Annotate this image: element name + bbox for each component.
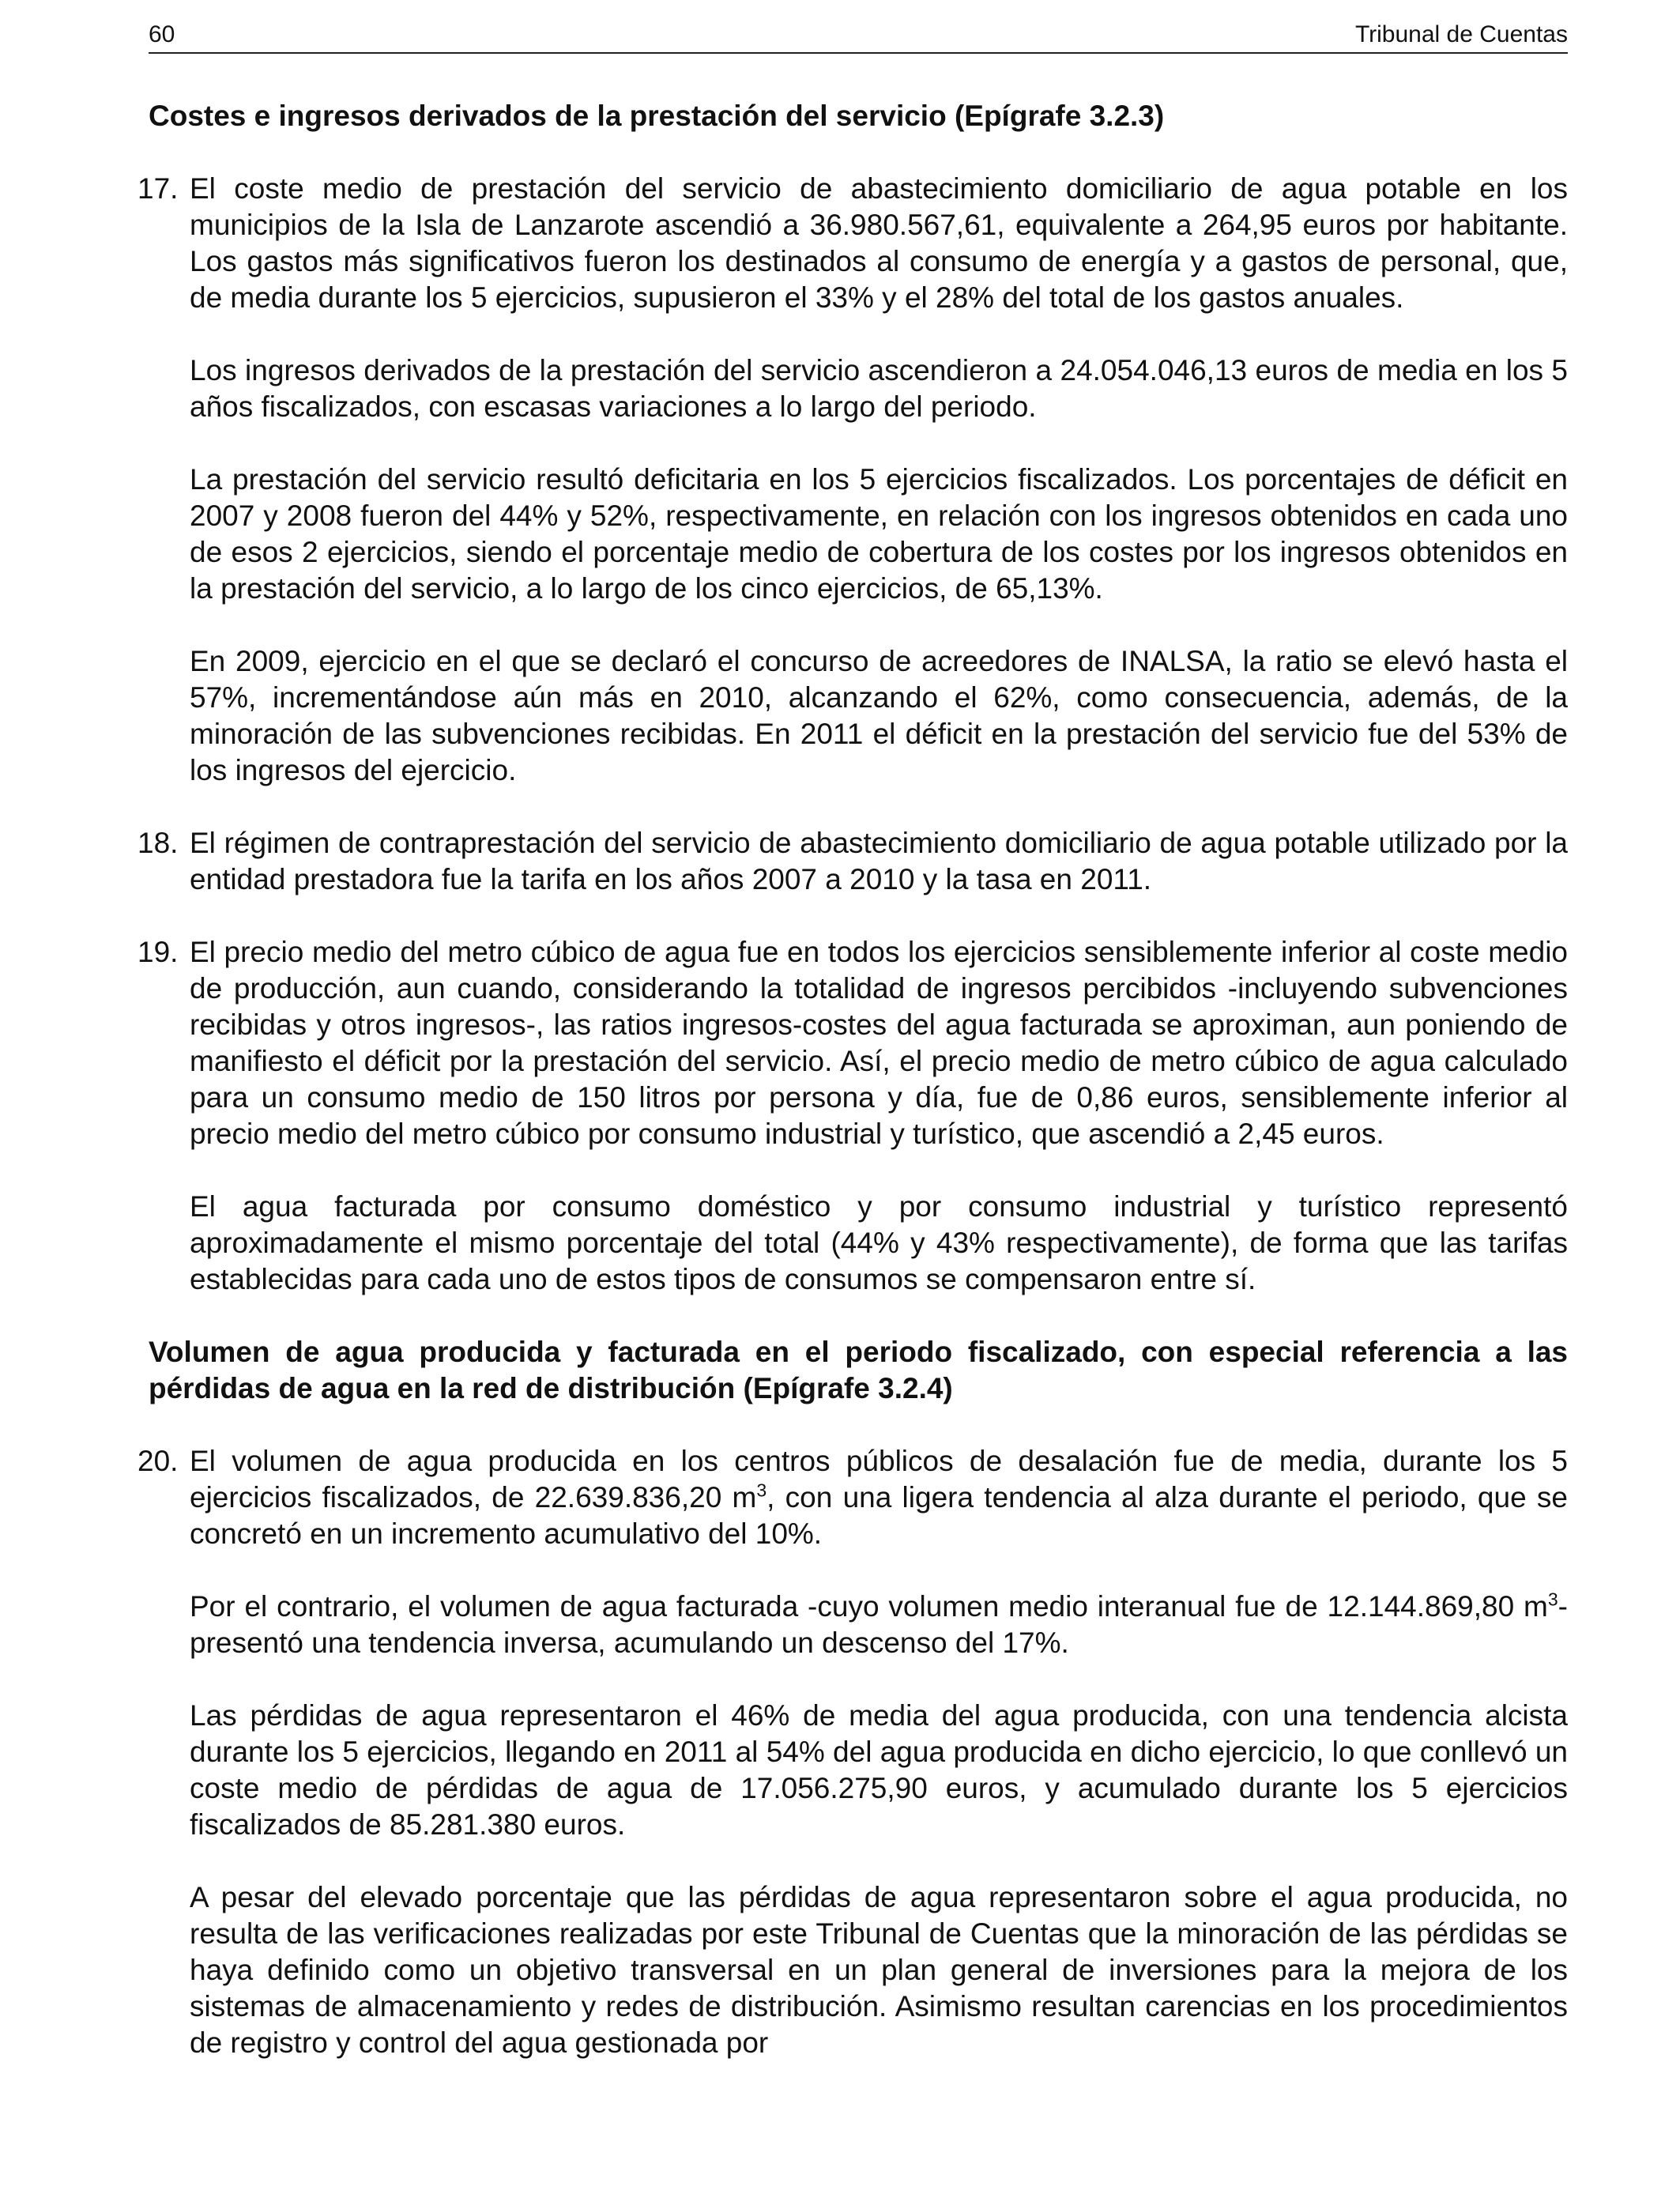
paragraph [190,1443,1568,1552]
paragraph: A pesar del elevado porcentaje que las pérdidas de agua representaron sobre el agua producida, no resulta de las verificaciones realizadas por este Tribunal de Cuentas que la minoración de las pérdidas se haya definido como un objetivo transversal en un plan general de inversiones para la mejora de los sistemas de almacenamiento y redes de distribución. Asimismo resultan carencias en los procedimientos de registro y control del agua gestionada por [190,1881,1568,2059]
superscript: 3 [1547,1589,1558,1610]
page-number: 60 [149,21,175,47]
superscript: 3 [756,1480,767,1501]
item-number: 18. [137,827,179,859]
paragraph: El agua facturada por consumo doméstico y por consumo industrial y turístico representó aproximadamente el mismo porcentaje del total (44% y 43% respectivamente), de forma que las tarifas establecidas para cada uno de estos tipos de consumos se compensaron entre sí. [190,1190,1568,1295]
paragraph: El régimen de contraprestación del servicio de abastecimiento domiciliario de agua potable utilizado por la entidad prestadora fue la tarifa en los años 2007 a 2010 y la tasa en 2011. [190,827,1568,895]
numbered-item-18 [137,825,1568,898]
paragraph-text: Por el contrario, el volumen de agua facturada -cuyo volumen medio interanual fue de 12.144.869,80 m [190,1590,1548,1623]
section-heading-volumen: Volumen de agua producida y facturada en el periodo fiscalizado, con especial referencia a las pérdidas de agua en la red de distribución (Epígrafe 3.2.4) [149,1336,1568,1404]
item-number: 20. [137,1445,179,1477]
item-number: 17. [137,172,179,205]
paragraph-text: , con una ligera tendencia al alza durante el periodo, que se concretó en un incremento acumulativo del 10%. [190,1481,1568,1550]
numbered-item-20 [137,1443,1568,2061]
header-title: Tribunal de Cuentas [1354,21,1568,47]
numbered-item-17 [137,171,1568,789]
paragraph: El coste medio de prestación del servicio de abastecimiento domiciliario de agua potable en los municipios de la Isla de Lanzarote ascendió a 36.980.567,61, equivalente a 264,95 euros por habitante. Los gastos más significativos fueron los destinados al consumo de energía y a gastos de personal, que, de media durante los 5 ejercicios, supusieron el 33% y el 28% del total de los gastos anuales. [190,172,1568,314]
running-header [149,17,1568,54]
numbered-item-19 [137,934,1568,1298]
item-number: 19. [137,936,179,968]
paragraph: En 2009, ejercicio en el que se declaró el concurso de acreedores de INALSA, la ratio se elevó hasta el 57%, incrementándose aún más en 2010, alcanzando el 62%, como consecuencia, además, de la minoración de las subvenciones recibidas. En 2011 el déficit en la prestación del servicio fue del 53% de los ingresos del ejercicio. [190,645,1568,786]
paragraph-text: - presentó una tendencia inversa, acumulando un descenso del 17%. [190,1590,1568,1659]
document-body [137,98,1568,2061]
paragraph: El precio medio del metro cúbico de agua fue en todos los ejercicios sensiblemente inferior al coste medio de producción, aun cuando, considerando la totalidad de ingresos percibidos -incluyendo subvenciones recibidas y otros ingresos-, las ratios ingresos-costes del agua facturada se aproximan, aun poniendo de manifiesto el déficit por la prestación del servicio. Así, el precio medio de metro cúbico de agua calculado para un consumo medio de 150 litros por persona y día, fue de 0,86 euros, sensiblemente inferior al precio medio del metro cúbico por consumo industrial y turístico, que ascendió a 2,45 euros. [190,936,1568,1150]
paragraph [190,1589,1568,1661]
paragraph: La prestación del servicio resultó deficitaria en los 5 ejercicios fiscalizados. Los porcentajes de déficit en 2007 y 2008 fueron del 44% y 52%, respectivamente, en relación con los ingresos obtenidos en cada uno de esos 2 ejercicios, siendo el porcentaje medio de cobertura de los costes por los ingresos obtenidos en la prestación del servicio, a lo largo de los cinco ejercicios, de 65,13%. [190,463,1568,605]
paragraph: Los ingresos derivados de la prestación del servicio ascendieron a 24.054.046,13 euros de media en los 5 años fiscalizados, con escasas variaciones a lo largo del periodo. [190,354,1568,423]
paragraph: Las pérdidas de agua representaron el 46% de media del agua producida, con una tendencia alcista durante los 5 ejercicios, llegando en 2011 al 54% del agua producida en dicho ejercicio, lo que conllevó un coste medio de pérdidas de agua de 17.056.275,90 euros, y acumulado durante los 5 ejercicios fiscalizados de 85.281.380 euros. [190,1699,1568,1841]
section-heading-costes: Costes e ingresos derivados de la prestación del servicio (Epígrafe 3.2.3) [149,100,1165,132]
paragraph-text: El volumen de agua producida en los centros públicos de desalación fue de media, durante los 5 ejercicios fiscalizados, de 22.639.836,20 m [190,1445,1568,1514]
